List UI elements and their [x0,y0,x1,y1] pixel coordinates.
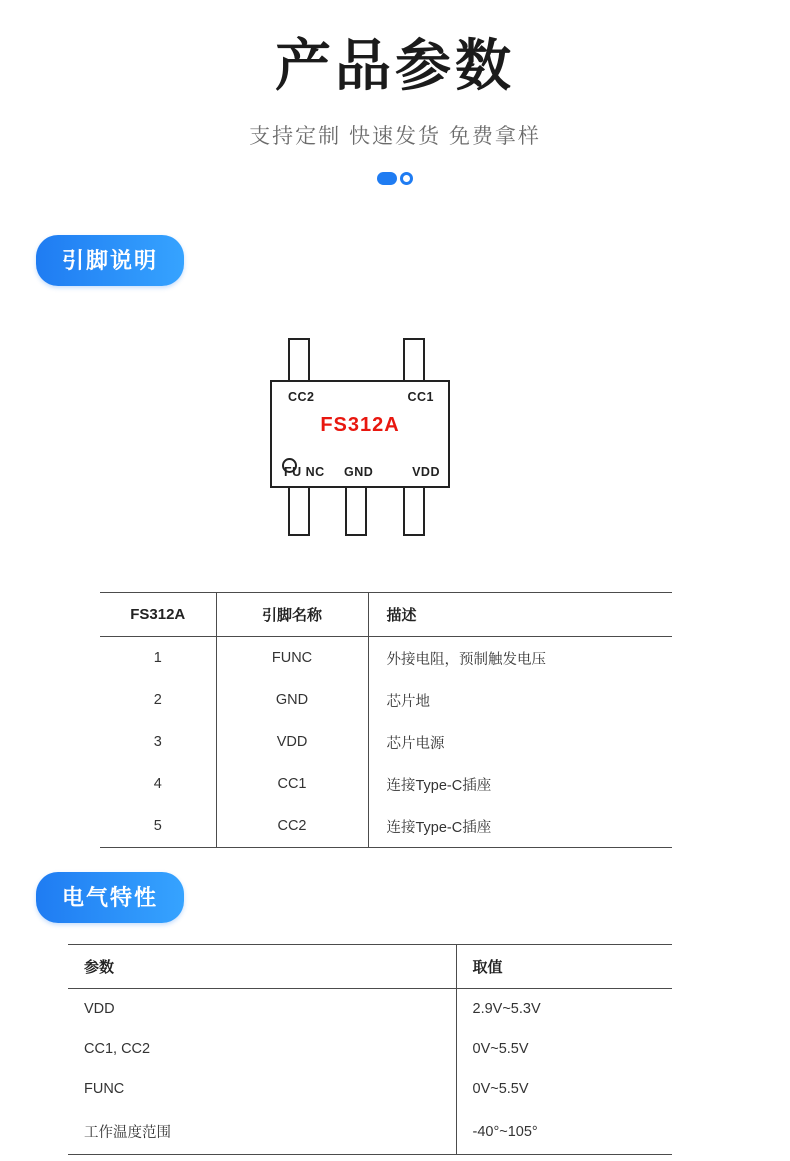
pin-label-func: FU NC [284,465,325,479]
table-row [68,1069,672,1109]
pin-label-cc1: CC1 [407,390,434,404]
cell-pin-name: CC2 [216,805,368,848]
table-row [100,679,672,721]
table-header-row [100,593,672,637]
cell-pin-description: 芯片地 [386,693,430,710]
cell-pin-number: 3 [100,721,216,763]
cell-pin-description: 连接Type-C插座 [368,805,672,848]
cell-pin-description: 芯片电源 [386,735,445,752]
column-header-pin-name: 引脚名称 [216,593,368,637]
section-heading-pins [36,235,184,286]
table-row [68,1029,672,1069]
table-row [100,721,672,763]
page-header [0,0,790,185]
column-header-parameter: 参数 [68,945,456,989]
cell-pin-description: 连接Type-C插座 [386,777,492,794]
table-row [100,763,672,805]
chip-part-number: FS312A [320,414,400,436]
cell-pin-number: 1 [100,637,216,680]
pin-description-table [100,592,672,848]
cell-parameter: CC1, CC2 [68,1029,456,1069]
chip-package-diagram [262,332,462,547]
page-subtitle: 支持定制 快速发货 免费拿样 [249,125,541,149]
pin-lead-func [288,484,310,536]
cell-parameter: VDD [68,989,456,1030]
cell-value: 0V~5.5V [472,1041,529,1057]
cell-parameter: 工作温度范围 [68,1109,456,1155]
pin-label-cc2: CC2 [288,390,315,404]
pin-label-vdd: VDD [412,465,440,479]
electrical-characteristics-table [68,944,672,1155]
carousel-dot-inactive-icon[interactable] [400,172,413,185]
table-header-row [68,945,672,989]
cell-value: -40°~105° [456,1109,672,1155]
column-header-value: 取值 [456,945,672,989]
cell-pin-description: 外接电阻，预制触发电压 [386,651,546,668]
column-header-part: FS312A [100,593,216,637]
cell-pin-name: GND [216,679,368,721]
cell-pin-number: 4 [100,763,216,805]
pin-lead-gnd [345,484,367,536]
chip-body [270,380,450,488]
cell-pin-name: VDD [216,721,368,763]
section-heading-electrical [36,872,184,923]
cell-pin-number: 5 [100,805,216,848]
carousel-dot-active-icon[interactable] [377,172,397,185]
carousel-dots[interactable] [0,172,790,185]
table-row [68,989,672,1030]
section-heading-pins-label: 引脚说明 [36,235,184,286]
cell-value: 0V~5.5V [472,1081,529,1097]
cell-parameter: FUNC [68,1069,456,1109]
section-heading-electrical-label: 电气特性 [36,872,184,923]
pin-label-gnd: GND [344,465,374,479]
table-row [100,637,672,680]
table-row [100,805,672,848]
cell-pin-name: FUNC [216,637,368,680]
cell-value: 2.9V~5.3V [472,1001,541,1017]
cell-pin-number: 2 [100,679,216,721]
column-header-description: 描述 [368,593,672,637]
cell-pin-name: CC1 [216,763,368,805]
table-row [68,1109,672,1155]
page-title: 产品参数 [275,34,515,97]
pin-lead-vdd [403,484,425,536]
